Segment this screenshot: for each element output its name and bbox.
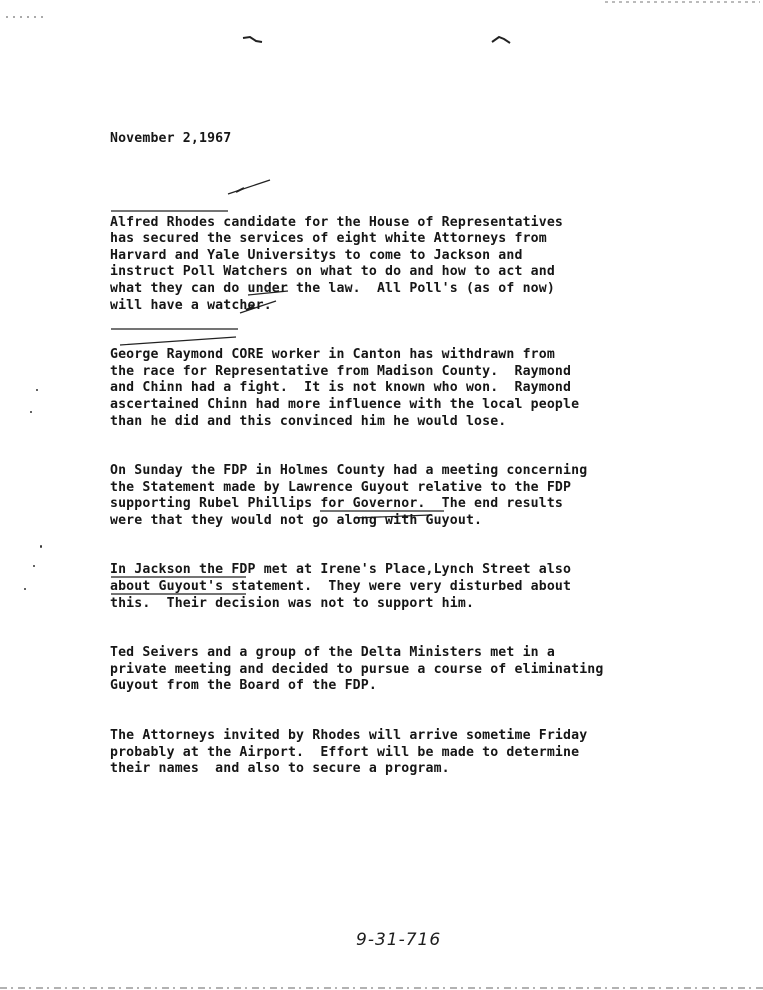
text-line: Ted Seivers and a group of the Delta Ministers met in a [110,645,555,661]
handwritten-file-number: 9-31-716 [356,930,442,950]
text-line: George Raymond CORE worker in Canton has withdrawn from [110,347,555,363]
text-line: supporting Rubel Phillips for Governor. The end results [110,496,564,512]
text-line: than he did and this convinced him he would lose. [110,413,507,429]
text-line: has secured the services of eight white Attorneys from [110,231,547,247]
paragraph-attorneys-arrival [110,711,670,777]
ink-stroke-1 [236,188,244,192]
text-line: were that they would not go along with Guyout. [110,512,483,528]
paragraph-holmes-county [110,447,670,530]
text-line: and Chinn had a fight. It is not known who won. Raymond [110,380,572,396]
text-line: their names and also to secure a program. [110,761,450,777]
text-line: private meeting and decided to pursue a course of eliminating [110,661,604,677]
text-line: Guyout from the Board of the FDP. [110,678,377,694]
scan-mark-left [243,37,262,42]
paragraph-jackson-fdp [110,546,670,612]
document-date: November 2,1967 [110,131,232,146]
text-line: probably at the Airport. Effort will be made to determine [110,744,580,760]
scan-speck [33,565,35,567]
ink-slash-1 [228,180,270,194]
scan-speck [40,545,42,548]
scan-speck [36,389,38,391]
text-line: The Attorneys invited by Rhodes will arrive sometime Friday [110,727,588,743]
text-line: the race for Representative from Madison County. Raymond [110,363,572,379]
scan-speck [30,411,32,413]
text-line: Alfred Rhodes candidate for the House of Representatives [110,214,564,230]
paragraph-george-raymond [110,331,670,431]
text-line: will have a watcher. [110,297,272,313]
text-line: what they can do under the law. All Poll's (as of now) [110,280,555,296]
text-line: instruct Poll Watchers on what to do and how to act and [110,264,555,280]
paragraph-alfred-rhodes [110,198,670,314]
text-line: On Sunday the FDP in Holmes County had a meeting concerning [110,463,588,479]
text-line: the Statement made by Lawrence Guyout relative to the FDP [110,479,572,495]
text-line: ascertained Chinn had more influence with the local people [110,396,580,412]
text-line: In Jackson the FDP met at Irene's Place,Lynch Street also [110,562,572,578]
memo-body [110,198,670,794]
scan-speck [24,588,26,590]
text-line: about Guyout's statement. They were very disturbed about [110,579,572,595]
scan-mark-right [492,37,510,43]
text-line: this. Their decision was not to support him. [110,595,475,611]
paragraph-delta-ministers [110,629,670,695]
text-line: Harvard and Yale Universitys to come to Jackson and [110,247,523,263]
